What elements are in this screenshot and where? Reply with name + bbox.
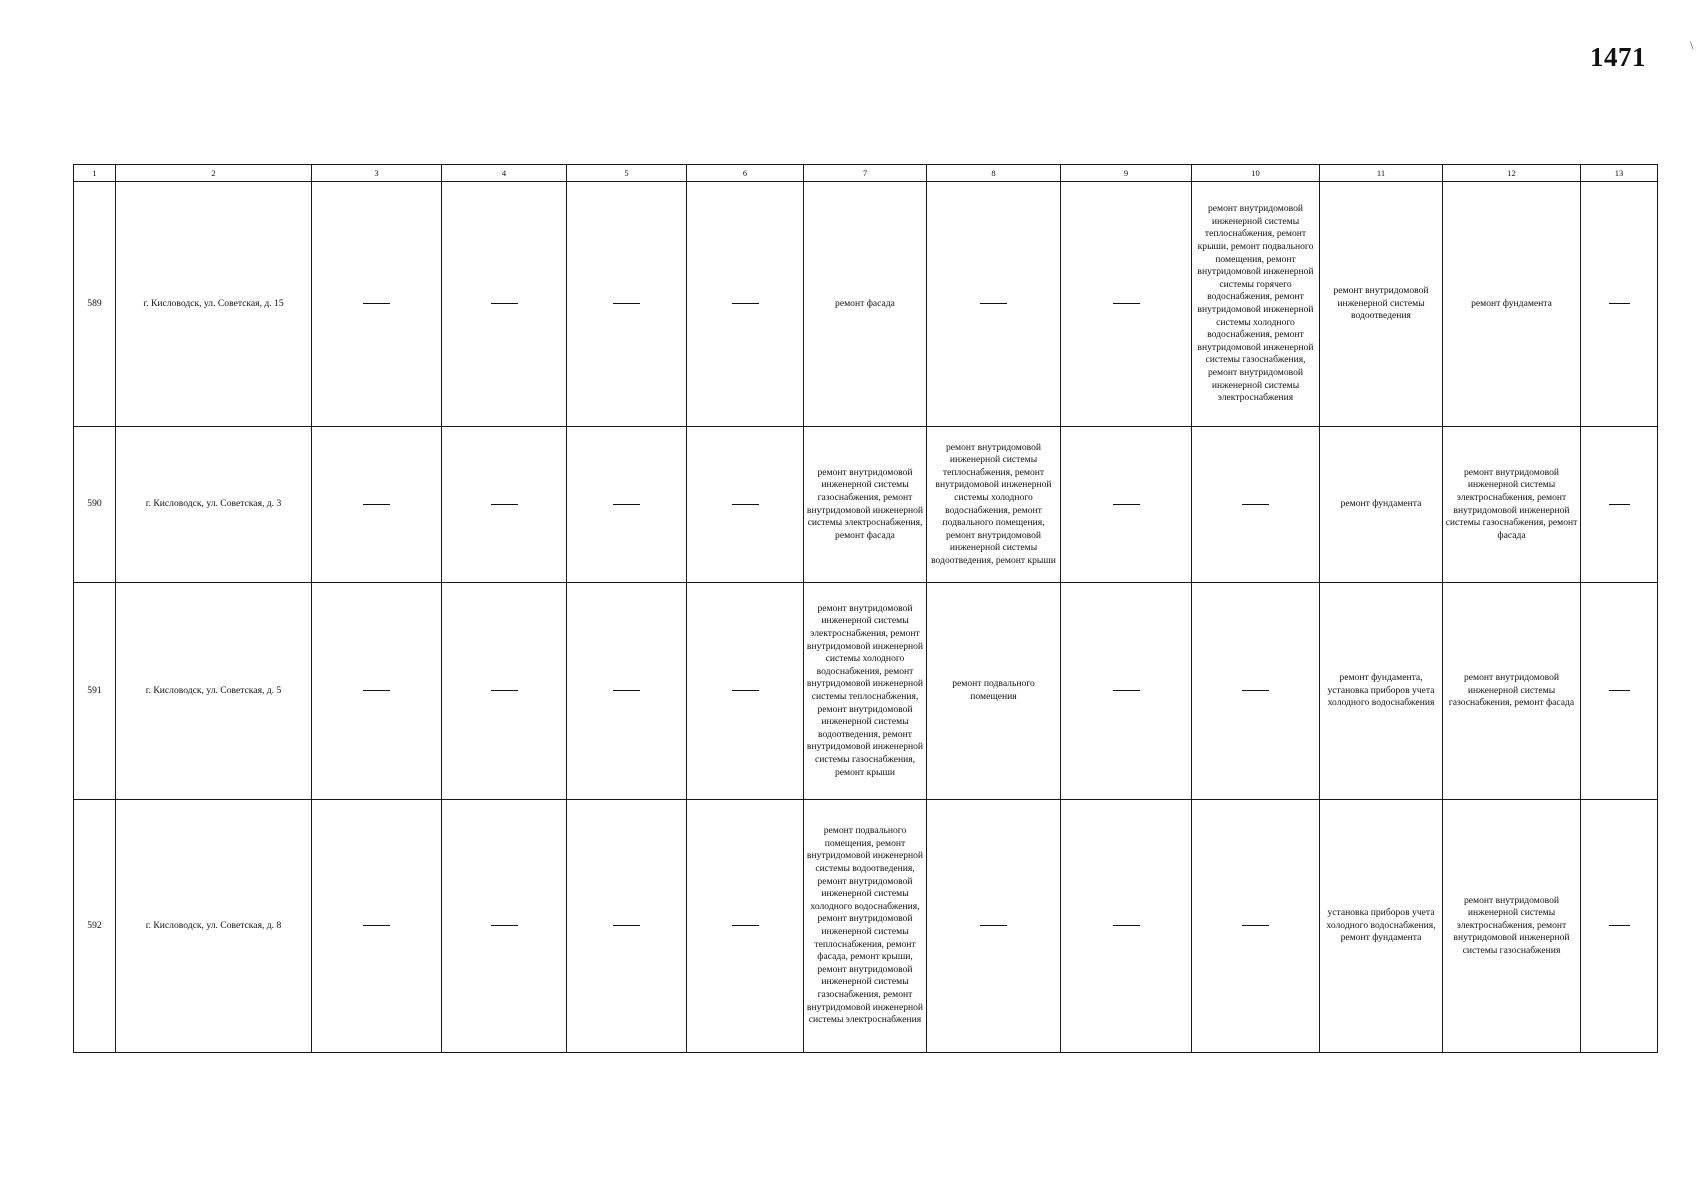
repair-schedule-table bbox=[73, 164, 1658, 1053]
cell-empty bbox=[1581, 800, 1658, 1053]
table-row bbox=[74, 427, 1658, 583]
cell-empty bbox=[1192, 800, 1320, 1053]
cell-empty bbox=[567, 583, 687, 800]
cell-empty bbox=[1192, 427, 1320, 583]
cell-empty bbox=[442, 182, 567, 427]
cell-empty bbox=[687, 800, 804, 1053]
work-cell: ремонт фундамента bbox=[1320, 427, 1443, 583]
page-edge-mark: \ bbox=[1690, 38, 1694, 52]
cell-empty bbox=[1581, 427, 1658, 583]
column-number: 10 bbox=[1192, 165, 1320, 182]
cell-empty bbox=[687, 583, 804, 800]
cell-empty bbox=[567, 182, 687, 427]
dash-mark bbox=[491, 504, 518, 505]
dash-mark bbox=[732, 504, 759, 505]
cell-empty bbox=[1581, 182, 1658, 427]
dash-mark bbox=[613, 690, 640, 691]
column-number: 8 bbox=[927, 165, 1061, 182]
work-cell: ремонт подвального помещения bbox=[927, 583, 1061, 800]
cell-empty bbox=[1061, 427, 1192, 583]
cell-empty bbox=[1061, 182, 1192, 427]
dash-mark bbox=[732, 303, 759, 304]
cell-empty bbox=[567, 427, 687, 583]
work-cell: ремонт внутридомовой инженерной системы электроснабжения, ремонт внутридомовой инженерной системы холодного водоснабжения, ремонт внутридомовой инженерной системы теплоснабжения, ремонт внутридомовой инженерной системы водоотведения, ремонт внутридомовой инженерной системы газоснабжения, ремонт крыши bbox=[804, 583, 927, 800]
work-cell: ремонт внутридомовой инженерной системы теплоснабжения, ремонт крыши, ремонт подвального помещения, ремонт внутридомовой инженерной системы горячего водоснабжения, ремонт внутридомовой инженерной системы холодного водоснабжения, ремонт внутридомовой инженерной системы газоснабжения, ремонт внутридомовой инженерной системы электроснабжения bbox=[1192, 182, 1320, 427]
work-cell: ремонт внутридомовой инженерной системы водоотведения bbox=[1320, 182, 1443, 427]
cell-empty bbox=[1061, 583, 1192, 800]
column-number: 12 bbox=[1443, 165, 1581, 182]
cell-empty bbox=[442, 583, 567, 800]
dash-mark bbox=[491, 690, 518, 691]
dash-mark bbox=[1609, 690, 1630, 691]
dash-mark bbox=[1609, 925, 1630, 926]
cell-empty bbox=[442, 800, 567, 1053]
dash-mark bbox=[363, 303, 390, 304]
cell-empty bbox=[1061, 800, 1192, 1053]
dash-mark bbox=[980, 925, 1007, 926]
dash-mark bbox=[1242, 925, 1269, 926]
column-number: 4 bbox=[442, 165, 567, 182]
row-number: 592 bbox=[74, 800, 116, 1053]
dash-mark bbox=[363, 690, 390, 691]
page-number: 1471 bbox=[1590, 42, 1646, 72]
dash-mark bbox=[732, 690, 759, 691]
column-number: 7 bbox=[804, 165, 927, 182]
work-cell: установка приборов учета холодного водоснабжения, ремонт фундамента bbox=[1320, 800, 1443, 1053]
address-cell: г. Кисловодск, ул. Советская, д. 3 bbox=[116, 427, 312, 583]
cell-empty bbox=[1581, 583, 1658, 800]
dash-mark bbox=[1113, 925, 1140, 926]
work-cell: ремонт подвального помещения, ремонт внутридомовой инженерной системы водоотведения, ремонт внутридомовой инженерной системы холодного водоснабжения, ремонт внутридомовой инженерной системы теплоснабжения, ремонт фасада, ремонт крыши, ремонт внутридомовой инженерной системы газоснабжения, ремонт внутридомовой инженерной системы электроснабжения bbox=[804, 800, 927, 1053]
column-number: 9 bbox=[1061, 165, 1192, 182]
address-cell: г. Кисловодск, ул. Советская, д. 15 bbox=[116, 182, 312, 427]
work-cell: ремонт внутридомовой инженерной системы газоснабжения, ремонт внутридомовой инженерной системы электроснабжения, ремонт фасада bbox=[804, 427, 927, 583]
column-number: 2 bbox=[116, 165, 312, 182]
dash-mark bbox=[732, 925, 759, 926]
work-cell: ремонт внутридомовой инженерной системы теплоснабжения, ремонт внутридомовой инженерной системы холодного водоснабжения, ремонт подвального помещения, ремонт внутридомовой инженерной системы водоотведения, ремонт крыши bbox=[927, 427, 1061, 583]
work-cell: ремонт фундамента bbox=[1443, 182, 1581, 427]
dash-mark bbox=[1113, 690, 1140, 691]
table-row bbox=[74, 182, 1658, 427]
dash-mark bbox=[491, 925, 518, 926]
dash-mark bbox=[491, 303, 518, 304]
dash-mark bbox=[613, 303, 640, 304]
cell-empty bbox=[1192, 583, 1320, 800]
dash-mark bbox=[1113, 504, 1140, 505]
dash-mark bbox=[1609, 303, 1630, 304]
address-cell: г. Кисловодск, ул. Советская, д. 8 bbox=[116, 800, 312, 1053]
cell-empty bbox=[567, 800, 687, 1053]
cell-empty bbox=[927, 182, 1061, 427]
column-number: 13 bbox=[1581, 165, 1658, 182]
cell-empty bbox=[312, 800, 442, 1053]
dash-mark bbox=[613, 504, 640, 505]
dash-mark bbox=[613, 925, 640, 926]
dash-mark bbox=[1113, 303, 1140, 304]
column-number: 3 bbox=[312, 165, 442, 182]
cell-empty bbox=[687, 427, 804, 583]
cell-empty bbox=[442, 427, 567, 583]
cell-empty bbox=[312, 427, 442, 583]
row-number: 589 bbox=[74, 182, 116, 427]
address-cell: г. Кисловодск, ул. Советская, д. 5 bbox=[116, 583, 312, 800]
table-row bbox=[74, 800, 1658, 1053]
work-cell: ремонт фундамента, установка приборов учета холодного водоснабжения bbox=[1320, 583, 1443, 800]
dash-mark bbox=[1242, 690, 1269, 691]
column-number: 6 bbox=[687, 165, 804, 182]
cell-empty bbox=[312, 182, 442, 427]
dash-mark bbox=[1609, 504, 1630, 505]
column-number-row bbox=[74, 165, 1658, 182]
cell-empty bbox=[687, 182, 804, 427]
work-cell: ремонт внутридомовой инженерной системы электроснабжения, ремонт внутридомовой инженерной системы газоснабжения bbox=[1443, 800, 1581, 1053]
dash-mark bbox=[1242, 504, 1269, 505]
column-number: 5 bbox=[567, 165, 687, 182]
work-cell: ремонт фасада bbox=[804, 182, 927, 427]
table-row bbox=[74, 583, 1658, 800]
work-cell: ремонт внутридомовой инженерной системы газоснабжения, ремонт фасада bbox=[1443, 583, 1581, 800]
column-number: 1 bbox=[74, 165, 116, 182]
work-cell: ремонт внутридомовой инженерной системы электроснабжения, ремонт внутридомовой инженерной системы газоснабжения, ремонт фасада bbox=[1443, 427, 1581, 583]
row-number: 591 bbox=[74, 583, 116, 800]
row-number: 590 bbox=[74, 427, 116, 583]
dash-mark bbox=[363, 504, 390, 505]
column-number: 11 bbox=[1320, 165, 1443, 182]
cell-empty bbox=[312, 583, 442, 800]
dash-mark bbox=[363, 925, 390, 926]
cell-empty bbox=[927, 800, 1061, 1053]
dash-mark bbox=[980, 303, 1007, 304]
